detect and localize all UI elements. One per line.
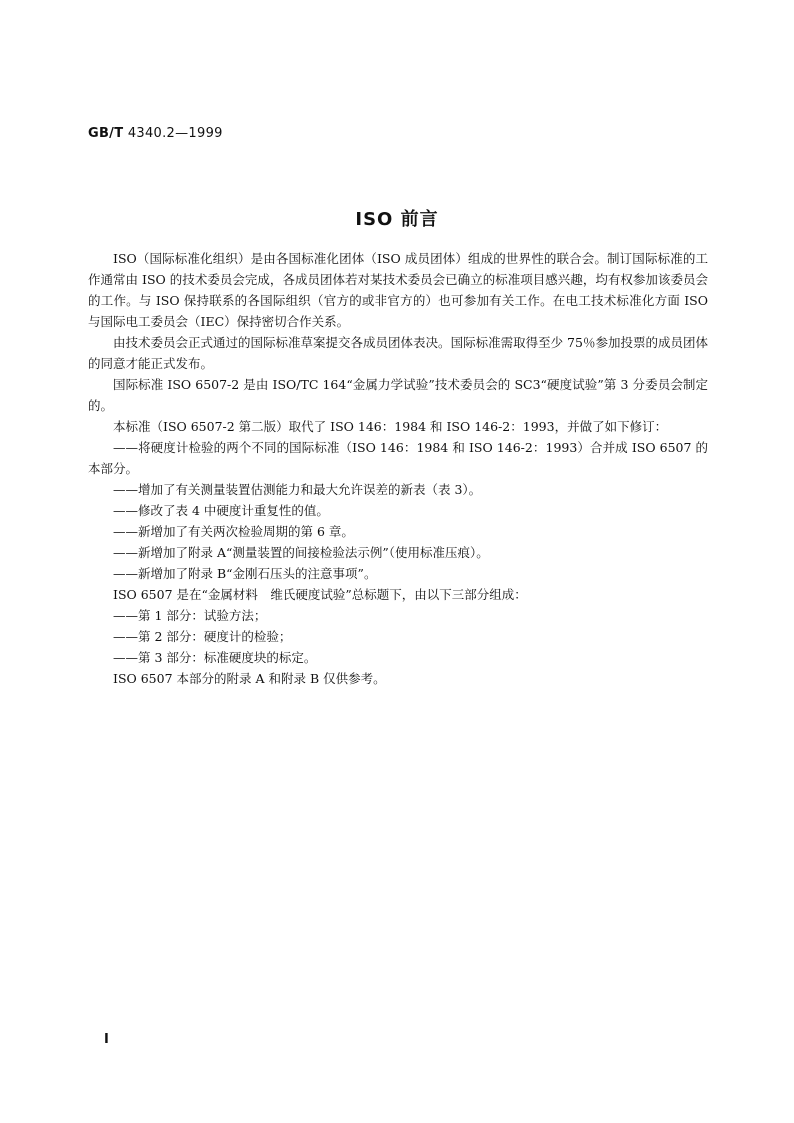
page-title: ISO 前言 (355, 209, 439, 230)
list-item-revision-5: ——新增加了附录 A“测量装置的间接检验法示例”（使用标准压痕）。 (113, 545, 489, 560)
list-item-part-2: ——第 2 部分：硬度计的检验； (113, 629, 292, 644)
page-number: Ⅰ (104, 1032, 109, 1047)
paragraph-prepared-by: 国际标准 ISO 6507-2 是由 ISO/TC 164“金属力学试验”技术委员会的 SC3“硬度试验”第 3 分委员会制定的。 (88, 377, 708, 413)
paragraph-annex-note: ISO 6507 本部分的附录 A 和附录 B 仅供参考。 (113, 671, 386, 686)
foreword-body (88, 248, 708, 689)
standard-code (88, 126, 223, 141)
list-item-revision-4: ——新增加了有关两次检验周期的第 6 章。 (113, 524, 354, 539)
list-item-revision-6: ——新增加了附录 B“金刚石压头的注意事项”。 (113, 566, 377, 581)
list-item-revision-3: ——修改了表 4 中硬度计重复性的值。 (113, 503, 329, 518)
paragraph-iso-intro: ISO（国际标准化组织）是由各国标准化团体（ISO 成员团体）组成的世界性的联合会。制订国际标准的工作通常由 ISO 的技术委员会完成，各成员团体若对某技术委员会已确立的标准项目感兴趣，均有权参加该委员会的工作。与 ISO 保持联系的各国际组织（官方的或非官方的）也可参加有关工作。在电工技术标准化方面 ISO 与国际电工委员会（IEC）保持密切合作关系。 (88, 251, 708, 329)
list-item-revision-1: ——将硬度计检验的两个不同的国际标准（ISO 146：1984 和 ISO 146-2：1993）合并成 ISO 6507 的本部分。 (88, 440, 708, 476)
list-item-part-3: ——第 3 部分：标准硬度块的标定。 (113, 650, 317, 665)
paragraph-revision-intro: 本标准（ISO 6507-2 第二版）取代了 ISO 146：1984 和 ISO 146-2：1993，并做了如下修订： (113, 419, 668, 434)
standard-number: 4340.2—1999 (127, 126, 223, 141)
list-item-part-1: ——第 1 部分：试验方法； (113, 608, 267, 623)
standard-prefix: GB/T (88, 126, 124, 141)
list-item-revision-2: ——增加了有关测量装置估测能力和最大允许误差的新表（表 3）。 (113, 482, 482, 497)
paragraph-voting: 由技术委员会正式通过的国际标准草案提交各成员团体表决。国际标准需取得至少 75％参加投票的成员团体的同意才能正式发布。 (88, 335, 708, 371)
paragraph-parts-intro: ISO 6507 是在“金属材料 维氏硬度试验”总标题下，由以下三部分组成： (113, 587, 527, 602)
